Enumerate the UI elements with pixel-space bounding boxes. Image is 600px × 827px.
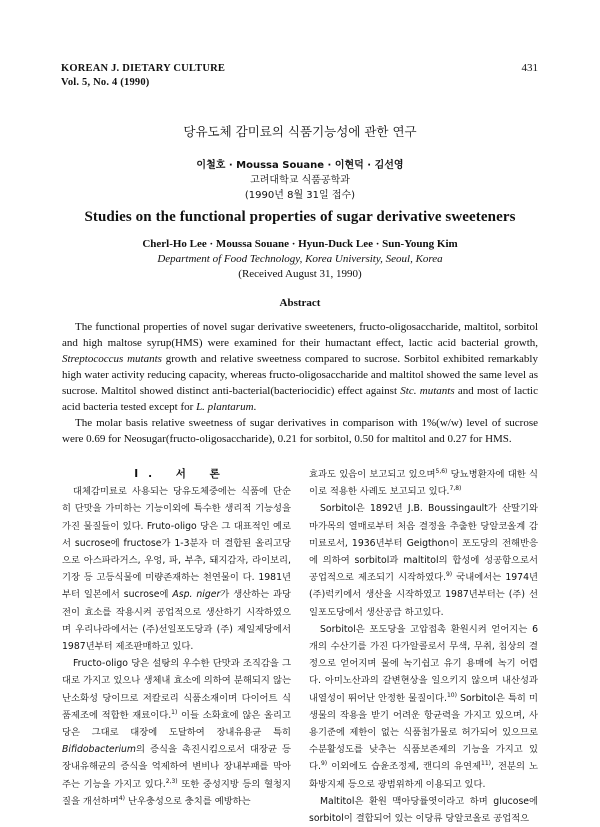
body-column-right — [309, 466, 538, 827]
korean-affiliation: 고려대학교 식품공학과 — [250, 175, 350, 186]
english-authors: Cherl-Ho Lee · Moussa Souane · Hyun-Duck Lee · Sun-Young Kim — [142, 238, 458, 250]
abstract-text: and most of lactic acid bacteria tested except for — [62, 384, 538, 413]
citation-ref: 11) — [481, 760, 491, 768]
body-text: 대체감미료로 사용되는 당유도체중에는 식품에 단순히 단맛을 가미하는 기능이외에 특수한 생리적 기능성을 가진 물질들이 있다. Fruto-oligo 당은 그 대표적인 예로서 sucrose에 fructose가 1-3분자 더 결합된 올리고당으로 아스파라거스, 우엉, 파, 부추, 돼지감자, 라이보리, 기장 등 고등식물에 미량존재하는 천연물이 다. 1981년부터 일본에서 sucrose에 — [62, 486, 291, 601]
species-name: Asp. niger — [172, 589, 221, 601]
species-name: Stc. mutants — [400, 384, 455, 397]
journal-name: KOREAN J. DIETARY CULTURE — [61, 63, 226, 74]
body-paragraph — [62, 655, 291, 810]
species-name: Bifidobacterium — [62, 744, 136, 756]
body-column-left — [62, 466, 291, 810]
body-text: Sorbitol은 1892년 J.B. Boussingault가 산딸기와 마가목의 열매로부터 처음 결정을 추출한 당알코올계 감미료로서, 1936년부터 Geigthon이 포도당의 전해반응에 의하여 sorbitol과 maltitol의 합성에 성공함으로서 공업적으로 제조되기 시작하였다. — [309, 503, 538, 584]
abstract-paragraph-1 — [62, 320, 538, 415]
abstract-heading: Abstract — [279, 297, 321, 309]
korean-authors: 이철호 · Moussa Souane · 이현덕 · 김선영 — [196, 160, 404, 171]
body-text: 국내에서는 1974년 (주)럭키에서 생산을 시작하였고 1987년부터는 (주) 선일포도당에서 생산공급 하고있다. — [309, 572, 538, 618]
journal-volume: Vol. 5, No. 4 (1990) — [61, 77, 150, 88]
citation-ref: 10) — [446, 691, 457, 699]
abstract-body — [62, 320, 538, 448]
korean-received-date: (1990년 8월 31일 접수) — [244, 190, 356, 201]
korean-title: 당유도체 감미료의 식품기능성에 관한 연구 — [183, 124, 417, 139]
species-name: L. plantarum — [196, 400, 254, 413]
abstract-text: growth and relative sweetness compared to sucrose. Sorbitol exhibited remarkably high water activity reducing capacity, whereas fructo-oligosaccharide and maltitol showed the same level as sucrose. Maltitol showed distinct anti-bacterial(bacteriocidic) effect against — [62, 352, 538, 397]
body-text: 당뇨병환자에 대한 식이로 적용한 사례도 보고되고 있다. — [309, 469, 538, 498]
body-text: 난우충성으로 충치를 예방하는 — [125, 795, 251, 807]
body-text: 이들 소화효에 않은 올리고당은 그대로 대장에 도달하여 장내유용균 특히 — [62, 709, 291, 739]
body-text: 이외에도 습윤조정제, 캔디의 유연제 — [327, 761, 482, 773]
abstract-text: . — [253, 400, 257, 413]
citation-ref: 2,3) — [165, 777, 178, 785]
body-paragraph — [62, 483, 291, 655]
citation-ref: 1) — [171, 708, 178, 716]
body-paragraph — [309, 466, 538, 500]
english-received-date: (Received August 31, 1990) — [238, 268, 362, 280]
citation-ref: 5,6) — [435, 467, 448, 475]
body-text: 의 증식을 촉진시킴으로서 대장균 등 장내유해균의 증식을 억제하여 변비나 장내부패를 막아주는 기능을 가지고 있다. — [62, 744, 291, 790]
english-title: Studies on the functional properties of sugar derivative sweeteners — [84, 209, 516, 225]
citation-ref: 4) — [118, 794, 126, 802]
body-paragraph — [309, 500, 538, 620]
species-name: Streptococcus mutants — [62, 352, 162, 365]
page-number: 431 — [521, 62, 538, 74]
citation-ref: 9) — [320, 760, 328, 768]
body-text: Sorbitol은 특히 미생물의 작용을 받기 어려운 항균력을 가지고 있으며, 사용기준에 제한이 없는 식품첨가물로 허가되어 있으므로 수분활성도를 낮추는 식품보존제의 기능을 가지고 있다. — [309, 692, 538, 773]
journal-header — [61, 62, 225, 90]
section-heading-introduction: I. 서 론 — [134, 468, 230, 480]
citation-ref: 7,8) — [449, 485, 462, 493]
body-paragraph: Maltitol은 환원 맥아당률엿이라고 하며 glucose에 sorbitol이 결합되어 있는 이당류 당알코올로 공업적으 — [309, 795, 538, 825]
citation-ref: 9) — [445, 571, 453, 579]
body-text: 또한 중성지방 등의 혈청지질을 개선하며 — [62, 778, 291, 807]
body-paragraph — [309, 621, 538, 793]
abstract-paragraph-2: The molar basis relative sweetness of sugar derivatives in comparison with 1%(w/w) level of sucrose were 0.69 for Neosugar(fructo-oligosaccharide), 0.21 for sorbitol, 0.50 for maltitol and 0.27 for HMS. — [62, 417, 538, 446]
body-text: Sorbitol은 포도당을 고압접촉 환원시켜 얻어지는 6개의 수산기를 가진 다가알콜로서 무색, 무취, 침상의 결정으로 얻어지며 물에 녹기쉽고 유기 용매에 녹기 어렵다. 아미노산과의 갈변현상을 일으키지 않으며 내산성과 내열성이 뛰어난 안정한 물질이다. — [309, 623, 538, 704]
abstract-text: The functional properties of novel sugar derivative sweeteners, fructo-oligosaccharide, maltitol, sorbitol and high maltose syrup(HMS) were examined for their humactant effect, lactic acid bacterial growth, — [62, 321, 538, 349]
body-text: Fructo-oligo 당은 설탕의 우수한 단맛과 조직감을 그대로 가지고 있으나 생체내 효소에 의하여 분해되지 않는 난소화성 당이므로 저칼로리 식품소재이며 다이어트 식품제조에 적합한 재료이다. — [62, 658, 291, 721]
body-text: 가 생산하는 과당전이 효소를 작용시켜 공업적으로 생산하기 시작하였으며 우리나라에서는 (주)선일포도당과 (주) 제일제당에서 1987년부터 제조판매하고 있다. — [62, 589, 292, 653]
body-text: , 전분의 노화방지제 등으로 광범위하게 이용되고 있다. — [309, 761, 538, 790]
body-text: 효과도 있음이 보고되고 있으며 — [309, 469, 436, 480]
english-affiliation: Department of Food Technology, Korea University, Seoul, Korea — [157, 253, 443, 265]
